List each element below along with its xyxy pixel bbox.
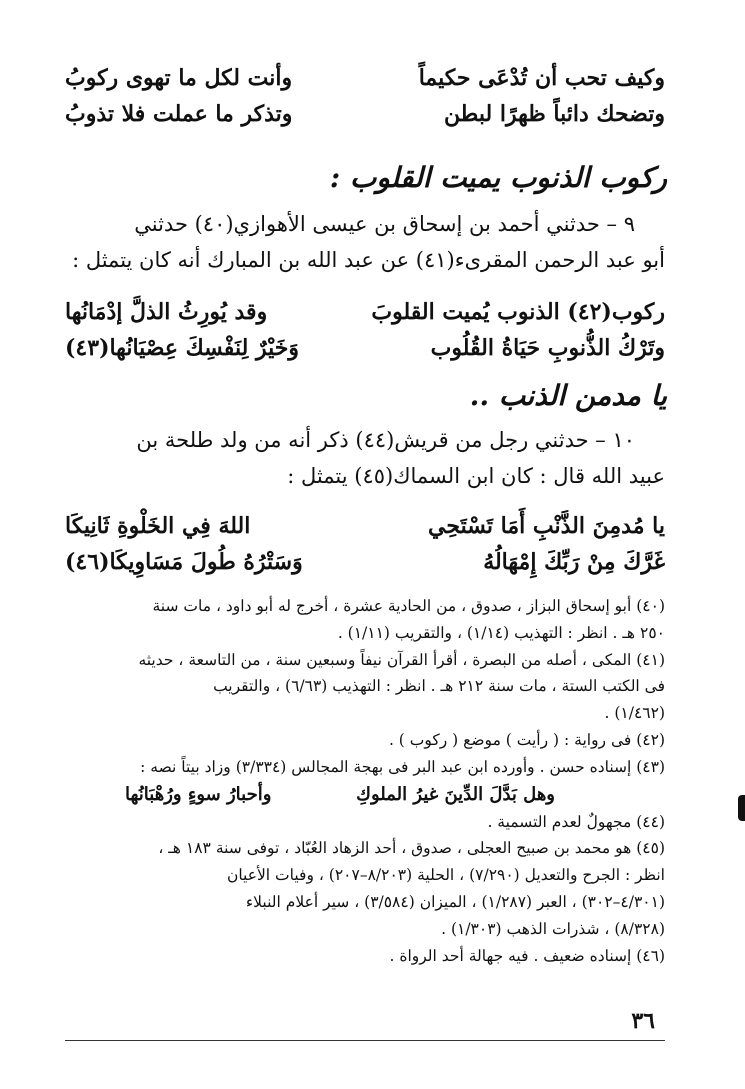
section-heading-2: يا مدمن الذنب ..	[469, 379, 667, 412]
footnote-line: (٤١) المكى ، أصله من البصرة ، أقرأ القرآن نيفاً وسبعين سنة ، من التاسعة ، حديثه	[138, 650, 665, 669]
poem-1	[65, 60, 665, 132]
poem-1-line-2	[65, 96, 665, 132]
poem-2	[65, 294, 665, 366]
poem-2-line-1	[65, 294, 665, 330]
page-number: ٣٦	[631, 1008, 655, 1034]
poem-2-line-2-first-hemistich: وتَرْكُ الذُّنوبِ حَيَاةُ القُلُوب	[430, 335, 665, 361]
footnote-line: ٢٥٠ هـ . انظر : التهذيب (١/١٤) ، والتقريب (١/١١) .	[337, 623, 665, 642]
paragraph-10-line-1: ١٠ – حدثني رجل من قريش(٤٤) ذكر أنه من ولد طلحة بن	[136, 428, 635, 452]
footnote-line: (٤٢) فى رواية : ( رأيت ) موضع ( ركوب ) .	[388, 730, 665, 749]
poem-2-line-2-second-hemistich: وَخَيْرٌ لِنَفْسِكَ عِصْيَانُها(٤٣)	[65, 335, 299, 361]
poem-1-line-1-first-hemistich: وكيف تحب أن تُدْعَى حكيماً	[418, 65, 665, 91]
poem-3-line-1-second-hemistich: اللهَ فِي الخَلْوةِ ثَانِيكَا	[65, 513, 251, 539]
poem-2-line-2	[65, 330, 665, 366]
footnote-line: (٨/٣٢٨) ، شذرات الذهب (١/٣٠٣) .	[441, 919, 665, 938]
poem-3-line-1-first-hemistich: يا مُدمِنَ الذَّنْبِ أَمَا تَسْتَحِي	[428, 513, 665, 539]
poem-2-line-1-second-hemistich: وقد يُورِثُ الذلَّ إدْمَانُها	[65, 299, 268, 325]
paragraph-10-line-2: عبيد الله قال : كان ابن السماك(٤٥) يتمثل :	[287, 464, 665, 488]
poem-3	[65, 508, 665, 580]
footnote-line: انظر : الجرح والتعديل (٧/٢٩٠) ، الحلية (٨/٢٠٣–٢٠٧) ، وفيات الأعيان	[226, 866, 665, 885]
footnote-line: (١/٤٦٢) .	[604, 704, 665, 723]
poem-1-line-1	[65, 60, 665, 96]
paragraph-10	[65, 422, 665, 494]
footnotes	[55, 593, 665, 969]
poem-3-line-2-first-hemistich: غَرَّكَ مِنْ رَبِّكَ إِمْهَالُهُ	[483, 549, 665, 575]
poem-3-line-2-second-hemistich: وَسَتْرُهُ طُولَ مَسَاوِيكَا(٤٦)	[65, 549, 303, 575]
paragraph-9-line-2: أبو عبد الرحمن المقرىء(٤١) عن عبد الله بن المبارك أنه كان يتمثل :	[72, 248, 665, 272]
footnote-line: (٤٣) إسناده حسن . وأورده ابن عبد البر فى بهجة المجالس (٣/٣٣٤) وزاد بيتاً نصه :	[140, 757, 665, 776]
footnote-verse-first-hemistich: وهل بَدَّلَ الدِّينَ غيرُ الملوكِ	[356, 783, 555, 805]
footnote-line: (٤٤) مجهولٌ لعدم التسمية .	[487, 812, 665, 831]
poem-2-line-1-first-hemistich: ركوب(٤٢) الذنوب يُميت القلوبَ	[371, 299, 665, 325]
footnote-line: فى الكتب الستة ، مات سنة ٢١٢ هـ . انظر : التهذيب (٦/٦٣) ، والتقريب	[213, 677, 665, 696]
footnote-verse-second-hemistich: وأحبارُ سوءٍ ورُهْبَانُها	[125, 783, 272, 805]
footnote-line: (٤٦) إسناده ضعيف . فيه جهالة أحد الرواة .	[389, 946, 665, 965]
poem-1-line-2-second-hemistich: وتذكر ما عملت فلا تذوبُ	[65, 101, 293, 127]
poem-3-line-1	[65, 508, 665, 544]
page-bottom-rule	[65, 1040, 665, 1041]
paragraph-9-line-1: ٩ – حدثني أحمد بن إسحاق بن عيسى الأهوازي(٤٠) حدثني	[134, 212, 635, 236]
footnote-verse	[125, 781, 555, 809]
scan-edge-mark	[738, 795, 745, 821]
poem-1-line-2-first-hemistich: وتضحك دائباً ظهرًا لبطن	[444, 101, 665, 127]
paragraph-9	[65, 206, 665, 278]
poem-1-line-1-second-hemistich: وأنت لكل ما تهوى ركوبُ	[65, 65, 293, 91]
section-heading-1: ركوب الذنوب يميت القلوب :	[329, 161, 667, 194]
footnote-line: (٤٥) هو محمد بن صبيح العجلى ، صدوق ، أحد الزهاد العُبّاد ، توفى سنة ١٨٣ هـ ،	[158, 839, 665, 858]
poem-3-line-2	[65, 544, 665, 580]
footnote-line: (٤٠) أبو إسحاق البزاز ، صدوق ، من الحادية عشرة ، أخرج له أبو داود ، مات سنة	[152, 597, 665, 615]
footnote-line: (٤/٣٠١–٣٠٢) ، العبر (١/٢٨٧) ، الميزان (٣/٥٨٤) ، سير أعلام النبلاء	[245, 892, 665, 911]
